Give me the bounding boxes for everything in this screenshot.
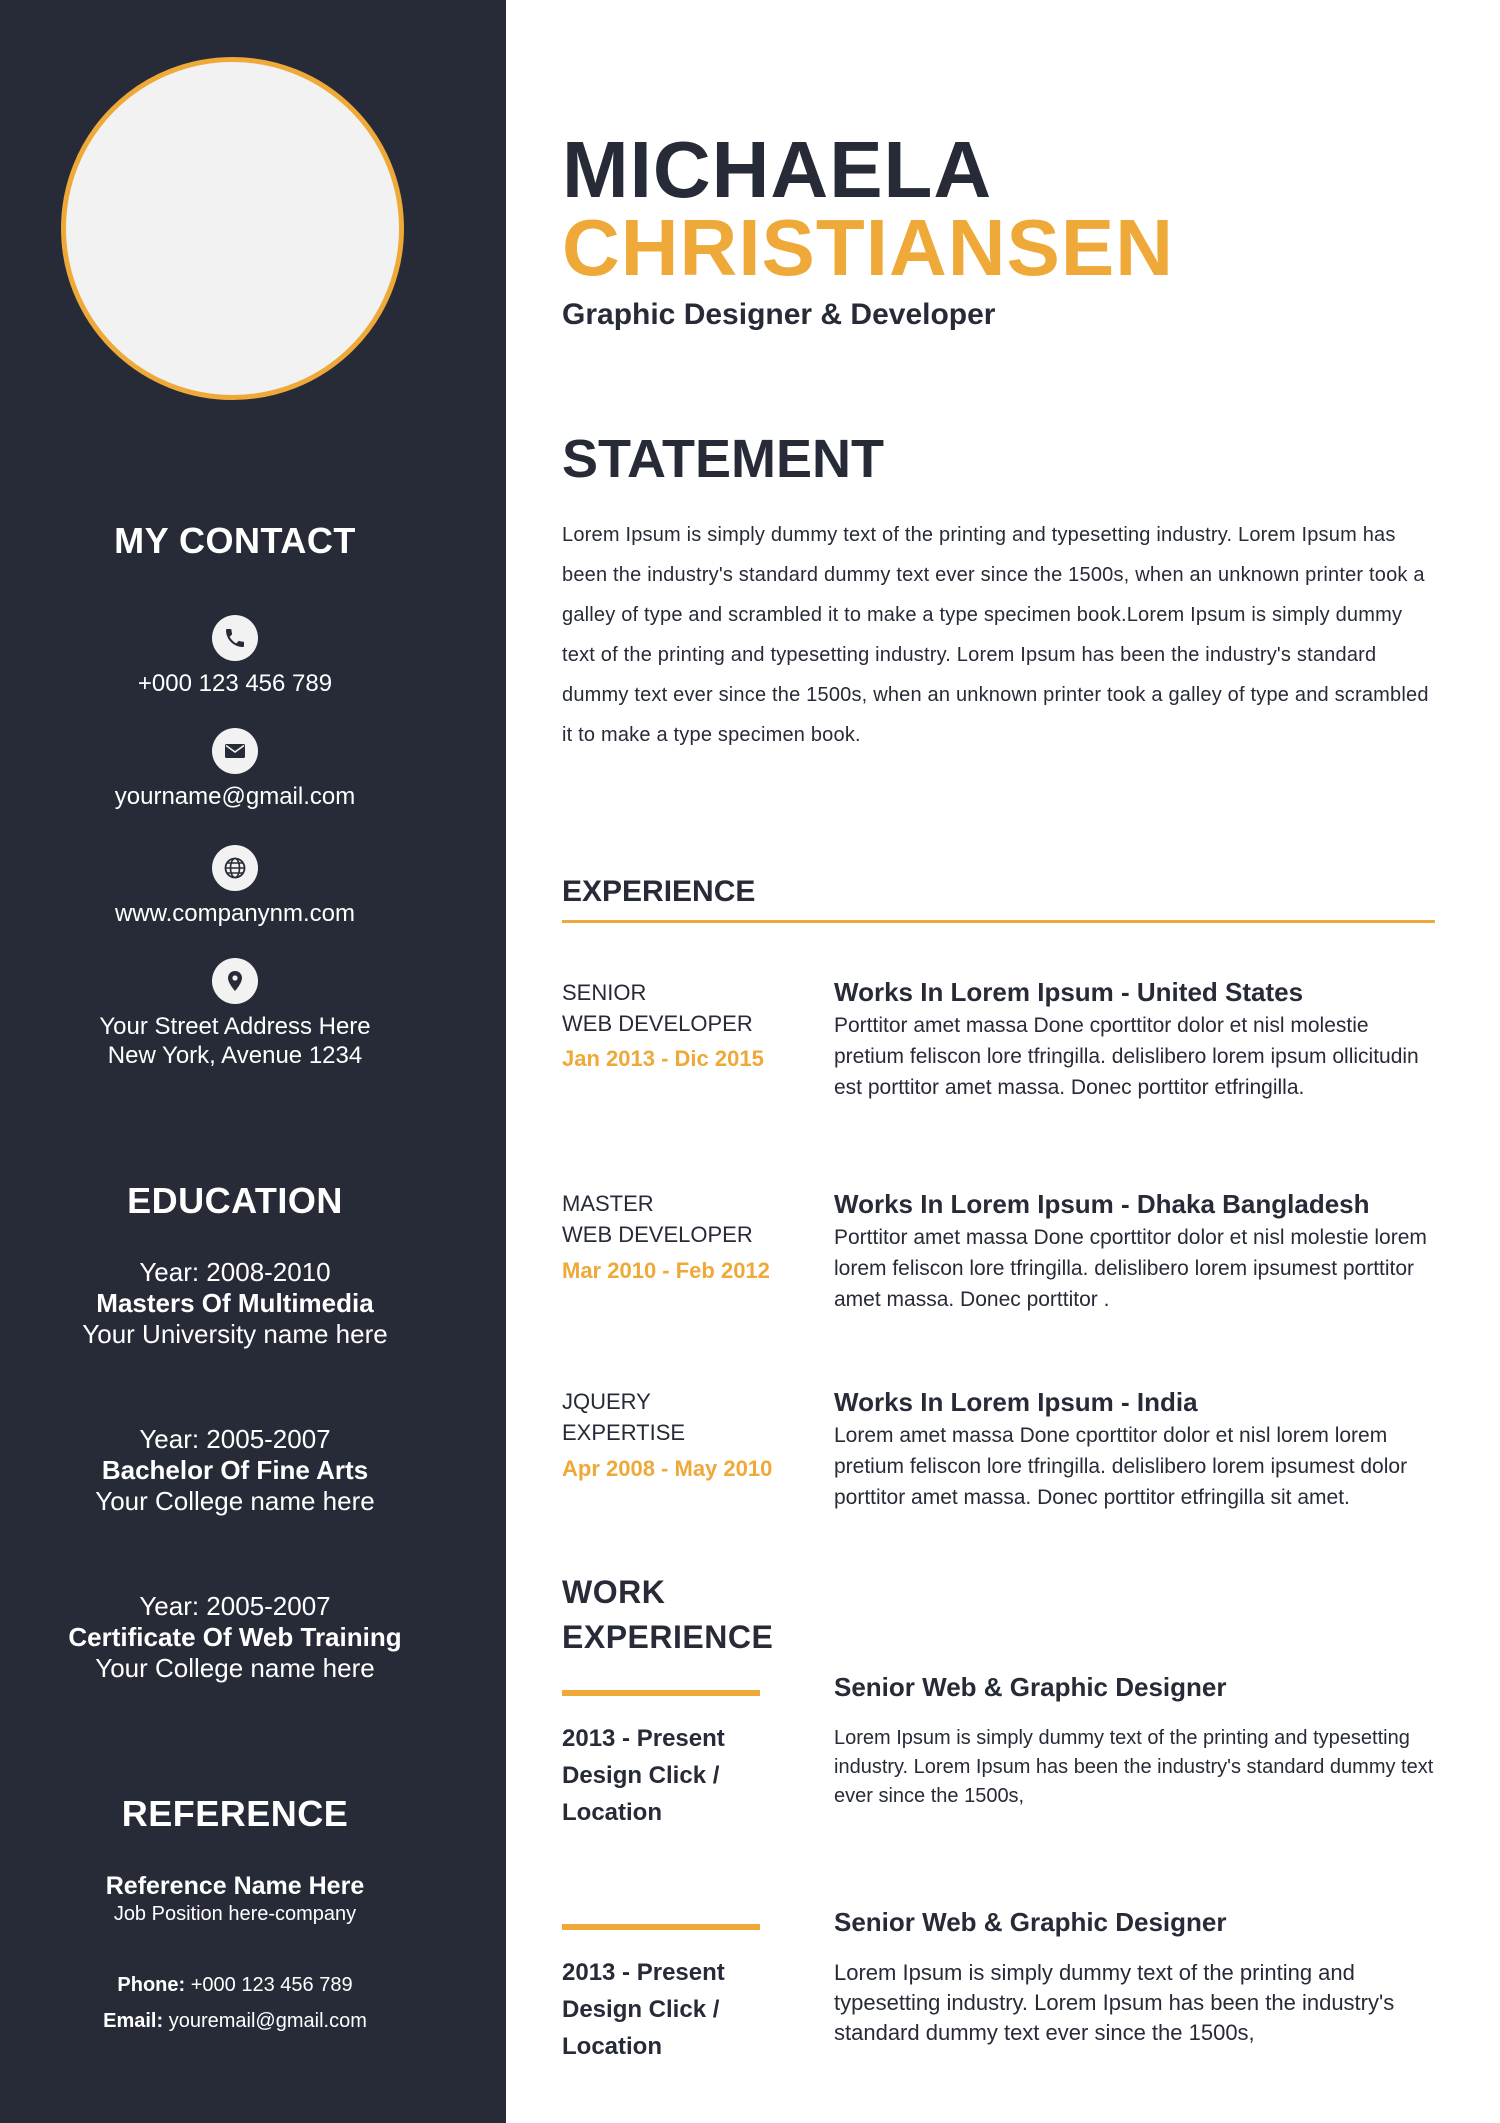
- statement-text: Lorem Ipsum is simply dummy text of the printing and typesetting industry. Lorem Ipsum has been the industry's standard dummy text ever since the 1500s, when an unknown printer took a galley of type and scrambled it to make a type specimen book.Lorem Ipsum is simply dummy text of the printing and typesetting industry. Lorem Ipsum has been the industry's standard dummy text ever since the 1500s, when an unknown printer took a galley of type and scrambled it to make a type specimen book.: [562, 524, 1429, 746]
- experience-divider: [562, 920, 1435, 923]
- education-year: Year: 2008-2010: [139, 1257, 331, 1287]
- globe-icon: [212, 845, 258, 891]
- reference-phone: [0, 1974, 470, 1997]
- education-year: Year: 2005-2007: [139, 1591, 331, 1621]
- work-meta: [562, 1954, 725, 2065]
- reference-position: Job Position here-company: [113, 1903, 357, 1925]
- address-line-2: New York, Avenue 1234: [107, 1042, 363, 1069]
- experience-role-line: SENIOR: [562, 980, 647, 1005]
- email-text: yourname@gmail.com: [114, 783, 356, 810]
- experience-role-line: EXPERTISE: [562, 1420, 686, 1445]
- experience-role-line: WEB DEVELOPER: [562, 1011, 753, 1036]
- reference-email-label: Email:: [103, 2010, 164, 2032]
- work-title: Senior Web & Graphic Designer: [834, 1672, 1227, 1702]
- first-name: MICHAELA: [562, 125, 993, 214]
- work-location: Location: [562, 2033, 662, 2060]
- work-accent-bar: [562, 1924, 760, 1930]
- contact-phone: [0, 615, 470, 698]
- experience-description: Lorem amet massa Done cporttitor dolor et nisl lorem lorem pretium feliscon lore tfringilla. delislibero lorem ipsumest dolor porttitor amet massa. Donec porttitor etfringilla sit amet.: [834, 1424, 1408, 1509]
- education-school: Your College name here: [95, 1486, 375, 1516]
- experience-description: Porttitor amet massa Done cporttitor dolor et nisl molestie pretium feliscon lore tfringilla. delislibero lorem ipsum ollicitudin est porttitor amet massa. Donec porttitor etfringilla.: [834, 1014, 1419, 1099]
- contact-email: [0, 728, 470, 811]
- reference-phone-value: +000 123 456 789: [190, 1974, 353, 1996]
- experience-role-line: MASTER: [562, 1191, 654, 1216]
- last-name: CHRISTIANSEN: [562, 203, 1175, 292]
- job-title: Graphic Designer & Developer: [562, 298, 996, 331]
- address-line-1: Your Street Address Here: [99, 1013, 371, 1040]
- contact-heading: MY CONTACT: [114, 520, 356, 561]
- education-degree: Masters Of Multimedia: [96, 1288, 374, 1318]
- experience-heading: EXPERIENCE: [562, 875, 756, 908]
- education-degree: Certificate Of Web Training: [68, 1622, 402, 1652]
- contact-address: [0, 958, 470, 1070]
- phone-text: +000 123 456 789: [137, 670, 333, 697]
- experience-title: Works In Lorem Ipsum - India: [834, 1387, 1198, 1417]
- experience-role-line: JQUERY: [562, 1389, 651, 1414]
- work-accent-bar: [562, 1690, 760, 1696]
- sidebar: [0, 0, 506, 2123]
- work-experience-heading: [562, 1570, 773, 1660]
- education-heading: EDUCATION: [127, 1180, 343, 1221]
- education-year: Year: 2005-2007: [139, 1424, 331, 1454]
- reference-email: [0, 2010, 470, 2033]
- reference-email-value: youremail@gmail.com: [168, 2010, 367, 2032]
- experience-dates: Apr 2008 - May 2010: [562, 1456, 773, 1481]
- experience-role: [562, 977, 753, 1039]
- experience-role: [562, 1386, 685, 1448]
- reference-phone-label: Phone:: [117, 1974, 186, 1996]
- work-description: Lorem Ipsum is simply dummy text of the printing and typesetting industry. Lorem Ipsum has been the industry's standard dummy text ever since the 1500s,: [834, 1727, 1434, 1807]
- location-pin-icon: [212, 958, 258, 1004]
- email-icon: [212, 728, 258, 774]
- work-title: Senior Web & Graphic Designer: [834, 1907, 1227, 1937]
- work-period: 2013 - Present: [562, 1959, 725, 1986]
- education-item: [0, 1591, 470, 1684]
- experience-title: Works In Lorem Ipsum - Dhaka Bangladesh: [834, 1189, 1370, 1219]
- work-meta: [562, 1720, 725, 1831]
- work-company: Design Click /: [562, 1762, 720, 1789]
- statement-heading: STATEMENT: [562, 429, 884, 489]
- reference-name: Reference Name Here: [105, 1872, 365, 1900]
- work-location: Location: [562, 1799, 662, 1826]
- reference-heading: REFERENCE: [121, 1793, 349, 1834]
- work-description: Lorem Ipsum is simply dummy text of the printing and typesetting industry. Lorem Ipsum has been the industry's standard dummy text ever since the 1500s,: [834, 1960, 1395, 2045]
- phone-icon: [212, 615, 258, 661]
- work-company: Design Click /: [562, 1996, 720, 2023]
- education-item: [0, 1257, 470, 1350]
- contact-website: [0, 845, 470, 928]
- website-text: www.companynm.com: [114, 900, 356, 927]
- education-item: [0, 1424, 470, 1517]
- work-period: 2013 - Present: [562, 1725, 725, 1752]
- work-heading-line: EXPERIENCE: [562, 1619, 774, 1655]
- education-school: Your University name here: [82, 1319, 388, 1349]
- education-degree: Bachelor Of Fine Arts: [101, 1455, 369, 1485]
- education-school: Your College name here: [95, 1653, 375, 1683]
- experience-title: Works In Lorem Ipsum - United States: [834, 977, 1304, 1007]
- work-heading-line: WORK: [562, 1574, 666, 1610]
- profile-photo-placeholder: [61, 57, 404, 400]
- experience-role-line: WEB DEVELOPER: [562, 1222, 753, 1247]
- experience-dates: Jan 2013 - Dic 2015: [562, 1046, 764, 1071]
- experience-dates: Mar 2010 - Feb 2012: [562, 1258, 770, 1283]
- experience-role: [562, 1188, 753, 1250]
- experience-description: Porttitor amet massa Done cporttitor dolor et nisl molestie lorem lorem feliscon lore tfringilla. delislibero lorem ipsumest porttitor amet massa. Donec porttitor .: [834, 1226, 1427, 1311]
